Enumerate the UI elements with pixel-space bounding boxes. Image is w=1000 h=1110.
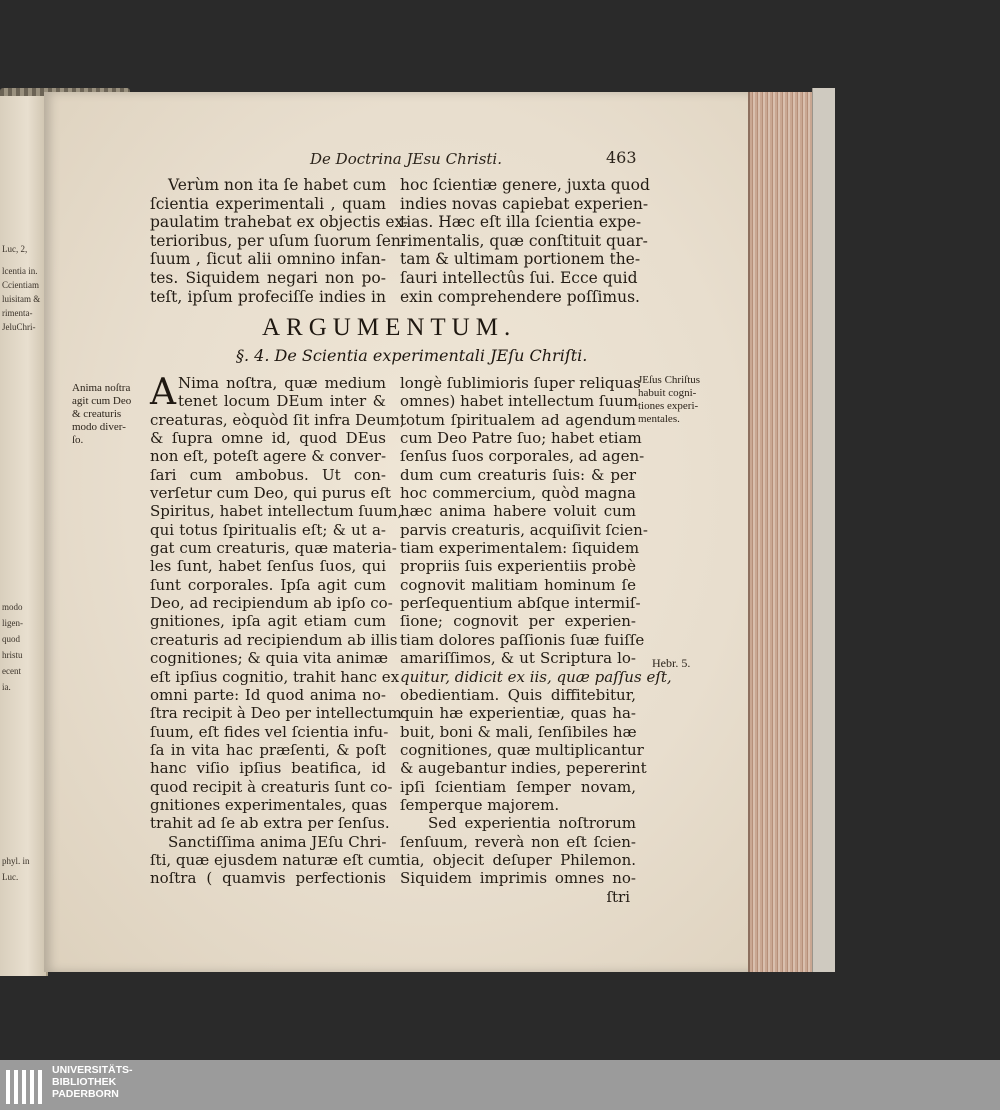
text-line: Deo, ad recipiendum ab ipſo co- bbox=[150, 594, 393, 613]
text-line: obedientiam. Quis diffitebitur, bbox=[400, 685, 636, 704]
text-line: paulatim trahebat ex objectis ex- bbox=[150, 213, 409, 232]
text-line: ſa in vita hac præſenti, & poſt bbox=[150, 740, 386, 759]
margin-note-right bbox=[638, 374, 700, 426]
text-line: tiam experimentalem: ſiquidem bbox=[400, 539, 640, 558]
text-line: Verùm non ita ſe habet cum bbox=[168, 176, 387, 194]
main-column-left bbox=[150, 374, 405, 888]
text-line: cognitiones; & quia vita animæ bbox=[150, 649, 389, 668]
text-line: tiam dolores paſſionis ſuæ fuiſſe bbox=[400, 630, 645, 649]
text-line: cum Deo Patre ſuo; habet etiam bbox=[400, 429, 642, 448]
left-page-sliver bbox=[0, 96, 48, 976]
text-line: ſuum , ſicut alii omnino infan- bbox=[150, 250, 386, 269]
text-line: ſcientia experimentali , quam bbox=[150, 194, 386, 213]
text-line: ſti, quæ ejusdem naturæ eſt cum bbox=[150, 850, 401, 869]
text-line: buit, boni & mali, ſenſibiles hæ bbox=[400, 722, 637, 741]
text-line: hæc anima habere voluit cum bbox=[400, 502, 636, 521]
text-line: ſauri intellectûs ſui. Ecce quid bbox=[400, 268, 638, 287]
left-fragment: hristu bbox=[2, 650, 23, 660]
text-line: tam & ultimam portionem the- bbox=[400, 250, 641, 269]
text-line: hanc viſio ipſius beatifica, id bbox=[150, 759, 386, 778]
text-line: ipſi ſcientiam ſemper novam, bbox=[400, 777, 636, 796]
margin-line: mentales. bbox=[638, 413, 680, 425]
text-line: rimentalis, quæ conſtituit quar- bbox=[400, 231, 648, 250]
text-line: non eſt, poteſt agere & conver- bbox=[150, 447, 387, 466]
text-line: amariſſimos, & ut Scriptura lo- bbox=[400, 649, 636, 668]
left-fragment: ia. bbox=[2, 682, 11, 692]
text-line: ſione; cognovit per experien- bbox=[400, 612, 636, 631]
left-fragment: modo bbox=[2, 602, 23, 612]
text-line: noſtra ( quamvis perfectionis bbox=[150, 869, 386, 888]
text-line: longè ſublimioris ſuper reliquas bbox=[400, 374, 641, 392]
text-line: perſequentium abſque intermiſ- bbox=[400, 594, 641, 613]
text-line: ſuum, eſt fides vel ſcientia infu- bbox=[150, 722, 389, 741]
text-line: gnitiones experimentales, quas bbox=[150, 795, 388, 814]
text-line: totum ſpiritualem ad agendum bbox=[400, 410, 636, 429]
running-head: De Doctrina JEsu Christi. bbox=[310, 150, 502, 168]
margin-line: Anima noſtra bbox=[72, 382, 131, 394]
text-line: hoc commercium, quòd magna bbox=[400, 484, 636, 503]
text-line: ſenſuum, reverà non eſt ſcien- bbox=[400, 832, 636, 851]
top-column-right bbox=[400, 176, 650, 306]
left-fragment: luisitam & bbox=[2, 294, 41, 304]
text-line: gnitiones, ipſa agit etiam cum bbox=[150, 612, 386, 631]
catchword: ſtri bbox=[606, 887, 630, 906]
margin-line: agit cum Deo bbox=[72, 395, 132, 407]
text-line: cognitiones, quæ multiplicantur bbox=[400, 740, 644, 759]
text-line: trahit ad ſe ab extra per ſenſus. bbox=[150, 814, 390, 833]
margin-note-left bbox=[72, 382, 131, 447]
argumentum-heading: ARGUMENTUM. bbox=[262, 314, 517, 341]
text-line: ſemperque majorem. bbox=[400, 795, 560, 814]
margin-line: & creaturis bbox=[72, 408, 122, 420]
text-line: omnes) habet intellectum ſuum bbox=[400, 392, 639, 411]
left-fragment: phyl. in bbox=[2, 856, 30, 866]
left-fragment: rimenta- bbox=[2, 308, 33, 318]
text-line: & augebantur indies, pepererint bbox=[400, 759, 647, 778]
text-line: & ſupra omne id, quod DEus bbox=[150, 429, 386, 448]
text-line: gat cum creaturis, quæ materia- bbox=[150, 539, 397, 558]
text-line: ſtra recipit à Deo per intellectum bbox=[150, 704, 402, 723]
text-line: indies novas capiebat experien- bbox=[400, 194, 649, 213]
text-line: quitur, didicit ex iis, quæ paſſus eſt, bbox=[400, 667, 672, 686]
text-line: exin comprehendere poſſimus. bbox=[400, 287, 640, 306]
text-line: Nima noſtra, quæ medium bbox=[178, 374, 386, 392]
text-line: eſt ipſius cognitio, trahit hanc ex bbox=[150, 667, 400, 686]
library-name-line: UNIVERSITÄTS- bbox=[52, 1064, 133, 1076]
left-fragment: lcentia in. bbox=[2, 266, 38, 276]
library-name-line: PADERBORN bbox=[52, 1088, 119, 1100]
margin-line: tiones experi- bbox=[638, 400, 699, 412]
margin-reference: Hebr. 5. bbox=[652, 656, 691, 670]
left-fragment: Luc, 2, bbox=[2, 244, 28, 254]
text-line: Siquidem imprimis omnes no- bbox=[400, 869, 636, 888]
margin-line: modo diver- bbox=[72, 421, 126, 433]
margin-line: habuit cogni- bbox=[638, 387, 697, 399]
text-line: ſari cum ambobus. Ut con- bbox=[150, 465, 386, 484]
text-line: quin hæ experientiæ, quas ha- bbox=[400, 704, 636, 723]
text-line: Sanctiſſima anima JEſu Chri- bbox=[168, 832, 387, 851]
text-line: tias. Hæc eſt illa ſcientia expe- bbox=[400, 213, 642, 232]
text-line: creaturis ad recipiendum ab illis bbox=[150, 630, 398, 649]
library-name bbox=[52, 1064, 133, 1100]
text-line: propriis ſuis experientiis probè bbox=[400, 557, 636, 576]
left-fragment: JeluChri- bbox=[2, 322, 36, 332]
left-fragment: ecent bbox=[2, 666, 21, 676]
dropcap: A bbox=[150, 372, 176, 413]
text-line: creaturas, eòquòd ſit infra Deum, bbox=[150, 410, 405, 429]
top-column-left bbox=[150, 176, 409, 306]
left-fragment: Luc. bbox=[2, 872, 19, 882]
text-line: verſetur cum Deo, qui purus eſt bbox=[150, 484, 391, 503]
cover-edge bbox=[812, 88, 835, 972]
text-line: dum cum creaturis ſuis: & per bbox=[400, 465, 636, 484]
text-line: Spiritus, habet intellectum ſuum, bbox=[150, 502, 403, 521]
margin-line: ſo. bbox=[72, 434, 84, 446]
text-line: les ſunt, habet ſenſus ſuos, qui bbox=[150, 557, 386, 576]
text-line: terioribus, per uſum ſuorum ſen- bbox=[150, 231, 407, 250]
text-line: parvis creaturis, acquiſivit ſcien- bbox=[400, 520, 648, 539]
text-line: Sed experientia noſtrorum bbox=[428, 814, 636, 833]
text-line: tia, objecit deſuper Philemon. bbox=[400, 850, 636, 869]
section-heading: §. 4. De Scientia experimentali JEſu Chriſti. bbox=[236, 346, 588, 365]
page-number: 463 bbox=[606, 148, 637, 167]
text-line: tenet locum DEum inter & bbox=[178, 392, 386, 411]
library-name-line: BIBLIOTHEK bbox=[52, 1076, 117, 1088]
text-line: hoc ſcientiæ genere, juxta quod bbox=[400, 176, 650, 194]
text-line: qui totus ſpiritualis eſt; & ut a- bbox=[150, 520, 386, 539]
text-line: tes. Siquidem negari non po- bbox=[150, 268, 386, 287]
library-footer-bar bbox=[0, 1060, 1000, 1110]
text-line: teſt, ipſum profeciſſe indies in bbox=[150, 287, 386, 306]
left-fragment: quod bbox=[2, 634, 20, 644]
left-fragment: ligen- bbox=[2, 618, 23, 628]
library-logo-icon bbox=[2, 1062, 46, 1108]
text-line: omni parte: Id quod anima no- bbox=[150, 685, 386, 704]
text-line: ſenſus ſuos corporales, ad agen- bbox=[400, 447, 645, 466]
left-fragment: Ccientiam bbox=[2, 280, 39, 290]
text-line: cognovit malitiam hominum ſe bbox=[400, 575, 636, 594]
page-block-edge bbox=[748, 92, 820, 972]
margin-line: JEſus Chriſtus bbox=[638, 374, 701, 386]
text-line: ſunt corporales. Ipſa agit cum bbox=[150, 575, 386, 594]
text-line: quod recipit à creaturis ſunt co- bbox=[150, 777, 393, 796]
